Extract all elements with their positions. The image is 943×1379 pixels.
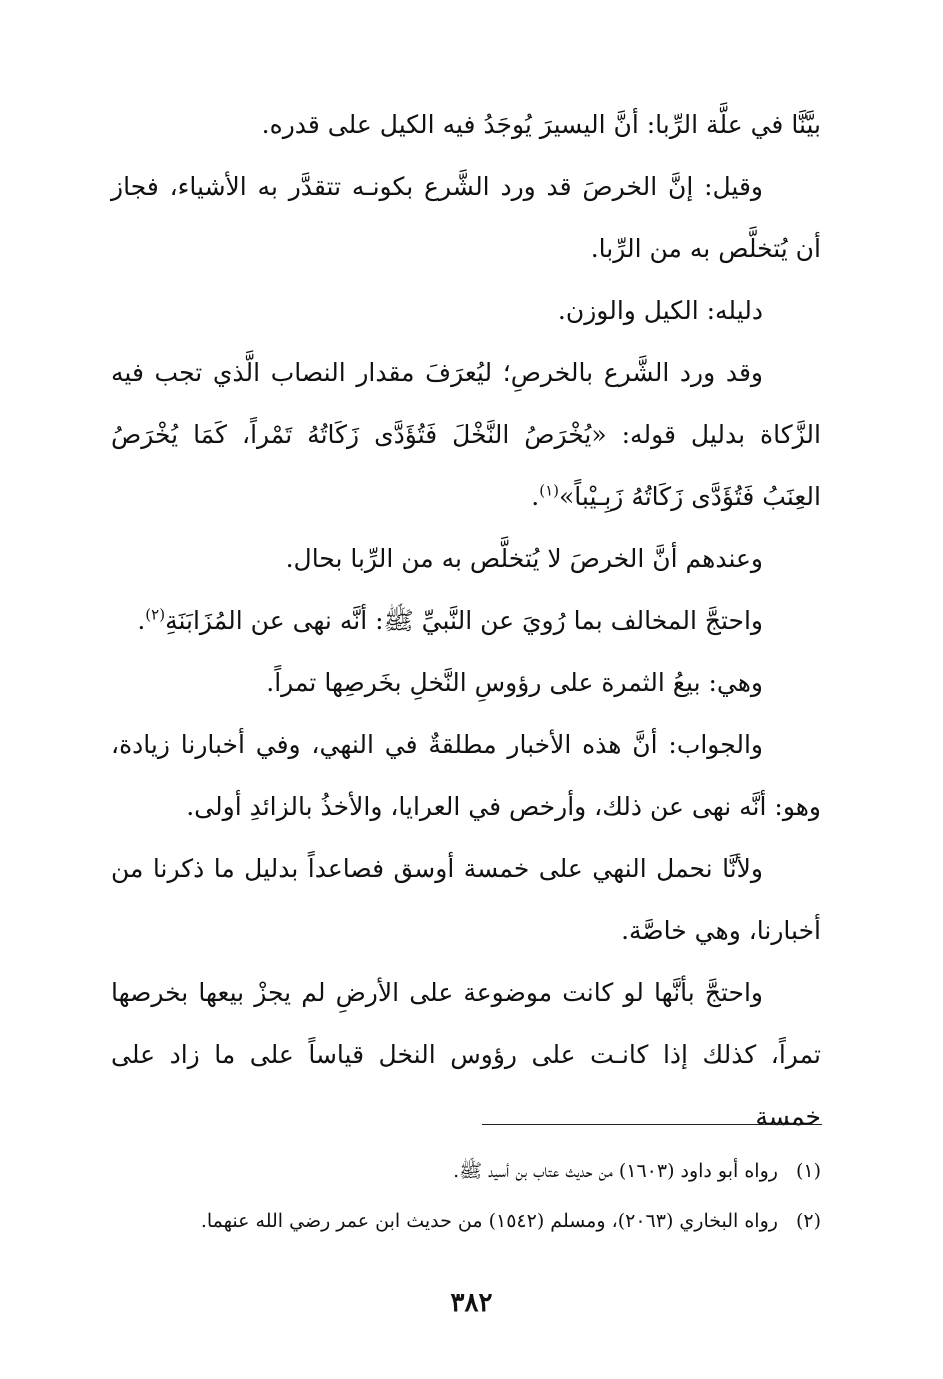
footnote-ref: (٢)	[145, 605, 166, 624]
paragraph-text: وعندهم أنَّ الخرصَ لا يُتخلَّص به من الرِّبا بحال.	[285, 544, 763, 573]
footnote-item	[111, 1146, 821, 1196]
paragraph-text: واحتجَّ بأنَّها لو كانت موضوعة على الأرضِ لم يجزْ بيعها بخرصها تمراً، كذلك إذا كانـت على رؤوس النخل قياساً على ما زاد على خمسة	[111, 978, 821, 1131]
paragraph-text: بيَّنَّا في علَّة الرِّبا: أنَّ اليسيرَ يُوجَدُ فيه الكيل على قدره.	[261, 110, 821, 139]
footnote-text: رواه البخاري (٢٠٦٣)، ومسلم (١٥٤٢) من حديث ابن عمر رضي الله عنهما.	[200, 1210, 778, 1232]
paragraph	[111, 94, 821, 156]
footnote-ref: (١)	[539, 481, 560, 500]
paragraph	[111, 280, 821, 342]
footnote-item	[111, 1196, 821, 1246]
paragraph-text: دليله: الكيل والوزن.	[557, 296, 763, 325]
paragraph-text: وقد ورد الشَّرع بالخرصِ؛ ليُعرَفَ مقدار النصاب الَّذي تجب فيه الزَّكاة بدليل قوله: «يُخْرَصُ النَّخْلَ فَتُؤَدَّى زَكَاتُهُ تَمْراً، كَمَا يُخْرَصُ العِنَبُ فَتُؤَدَّى زَكَاتُهُ زَبِـيْباً»	[111, 358, 821, 511]
paragraph	[111, 962, 821, 1148]
paragraph	[111, 652, 821, 714]
paragraph-text: وهي: بيعُ الثمرة على رؤوسِ النَّخلِ بخَرصِها تمراً.	[266, 668, 763, 697]
page-number: ٣٨٢	[450, 1288, 493, 1318]
paragraph	[111, 590, 821, 652]
footnotes	[111, 1146, 821, 1246]
paragraph-text: وقيل: إنَّ الخرصَ قد ورد الشَّرع بكونـه تتقدَّر به الأشياء، فجاز أن يُتخلَّص به من الرِّبا.	[111, 172, 821, 263]
paragraph-text: واحتجَّ المخالف بما رُويَ عن النَّبيِّ ﷺ: أنَّه نهى عن المُزَابَنَةِ	[165, 606, 763, 635]
footnote-divider	[482, 1124, 822, 1125]
paragraph-text: ولأنَّا نحمل النهي على خمسة أوسق فصاعداً بدليل ما ذكرنا من أخبارنا، وهي خاصَّة.	[111, 854, 821, 945]
paragraph	[111, 838, 821, 962]
footnote-text: رواه أبو داود (١٦٠٣) من حديث عتاب بن أسيد ﷺ.	[453, 1160, 778, 1182]
paragraph	[111, 714, 821, 838]
body-text	[111, 94, 821, 1148]
paragraph-end: .	[531, 482, 540, 511]
paragraph	[111, 342, 821, 528]
footnote-number: (٢)	[795, 1210, 821, 1232]
footnote-number: (١)	[795, 1160, 821, 1182]
paragraph	[111, 156, 821, 280]
paragraph-end: .	[137, 606, 146, 635]
paragraph	[111, 528, 821, 590]
paragraph-text: والجواب: أنَّ هذه الأخبار مطلقةٌ في النهي، وفي أخبارنا زيادة، وهو: أنَّه نهى عن ذلك، وأرخص في العرايا، والأخذُ بالزائدِ أولى.	[111, 730, 821, 821]
